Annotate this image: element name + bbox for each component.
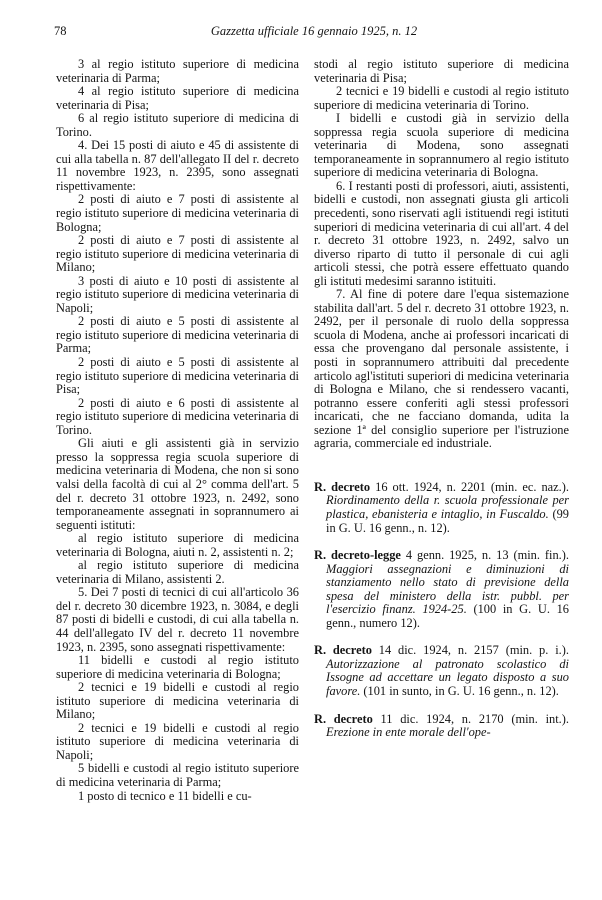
decree-type: R. decreto — [314, 643, 372, 658]
decree-title: Maggiori assegnazioni e diminuzioni di stanziamento nello stato di previsione della spesa del ministero della istr. pubbl. per l'esercizio finanz. 1924-25. — [326, 561, 569, 617]
paragraph: 2 tecnici e 19 bidelli e custodi al regio istituto superiore di medicina veterinaria di Torino. — [314, 84, 569, 112]
decree-entry — [314, 713, 569, 740]
paragraph: stodi al regio istituto superiore di medicina veterinaria di Pisa; — [314, 57, 569, 85]
decree-title: Erezione in ente morale dell'ope- — [326, 725, 491, 740]
decree-title: Autorizzazione al patronato scolastico di Issogne ad accettare un legato disposto a suo favore. — [326, 656, 569, 698]
running-title: Gazzetta ufficiale 16 gennaio 1925, n. 12 — [210, 24, 418, 38]
decree-entry — [314, 549, 569, 630]
paragraph: 2 posti di aiuto e 6 posti di assistente al regio istituto superiore di medicina veterinaria di Torino. — [56, 395, 299, 437]
decree-type: R. decreto-legge — [314, 548, 401, 563]
decree-reference: (100 in G. U. 16 genn., numero 12). — [326, 602, 569, 630]
paragraph: 2 tecnici e 19 bidelli e custodi al regio istituto superiore di medicina veterinaria di Napoli; — [56, 720, 299, 762]
decree-date: 16 ott. 1924, n. 2201 (min. ec. naz.). — [375, 479, 569, 494]
paragraph: 11 bidelli e custodi al regio istituto superiore di medicina veterinaria di Bologna; — [56, 653, 299, 681]
decree-date: 4 genn. 1925, n. 13 (min. fin.). — [405, 548, 569, 563]
decree-type: R. decreto — [314, 711, 373, 726]
right-column — [314, 58, 569, 740]
paragraph: 3 posti di aiuto e 10 posti di assistente al regio istituto superiore di medicina veterinaria di Napoli; — [56, 273, 299, 315]
paragraph: 7. Al fine di potere dare l'equa sistemazione stabilita dall'art. 5 del r. decreto 31 ottobre 1923, n. 2492, per il personale di ruolo della soppressa scuola di Modena, anche ai professori incaricati di essa che provengano dal personale assistente, i posti in soprannumero attribuiti dal precedente articolo agl'istituti superiori di medicina veterinaria di Bologna e Milano, che si rendessero vacanti, potranno essere conferiti agli stessi professori incaricati, che ne facciano domanda, udita la sezione 1ª del consiglio superiore per l'istruzione agraria, commerciale ed industriale. — [314, 287, 569, 451]
decree-date: 14 dic. 1924, n. 2157 (min. p. i.). — [378, 643, 569, 658]
decree-title: Riordinamento della r. scuola professionale per plastica, ebanisteria e intaglio, in Fuscaldo. — [326, 493, 569, 521]
decree-type: R. decreto — [314, 479, 371, 494]
paragraph: 2 posti di aiuto e 5 posti di assistente al regio istituto superiore di medicina veterinaria di Parma; — [56, 314, 299, 356]
left-column — [56, 58, 299, 803]
decree-reference: (101 in sunto, in G. U. 16 genn., n. 12). — [363, 683, 559, 698]
paragraph: 1 posto di tecnico e 11 bidelli e cu- — [78, 788, 252, 803]
paragraph: 4 al regio istituto superiore di medicina veterinaria di Pisa; — [56, 84, 299, 112]
paragraph: Gli aiuti e gli assistenti già in servizio presso la soppressa regia scuola superiore di medicina veterinaria di Modena, che non si sono valsi della facoltà di cui al 2° comma dell'art. 5 del r. decreto 31 ottobre 1923, n. 2492, sono temporaneamente assegnati in soprannumero ai seguenti istituti: — [56, 436, 299, 532]
decree-entry — [314, 644, 569, 698]
page-number: 78 — [54, 24, 67, 38]
paragraph: al regio istituto superiore di medicina veterinaria di Milano, assistenti 2. — [56, 558, 299, 586]
page-header — [54, 24, 574, 42]
paragraph: al regio istituto superiore di medicina veterinaria di Bologna, aiuti n. 2, assistenti n. 2; — [56, 531, 299, 559]
section-gap — [314, 451, 569, 467]
paragraph: 5 bidelli e custodi al regio istituto superiore di medicina veterinaria di Parma; — [56, 761, 299, 789]
paragraph: 5. Dei 7 posti di tecnici di cui all'articolo 36 del r. decreto 30 dicembre 1923, n. 3084, e degli 87 posti di bidelli e custodi, di cui alla tabella n. 44 dell'allegato IV del r. decreto 11 novembre 1923, n. 2395, sono assegnati rispettivamente: — [56, 585, 299, 654]
decree-date: 11 dic. 1924, n. 2170 (min. int.). — [380, 711, 569, 726]
decree-reference: (99 in G. U. 16 genn., n. 12). — [326, 506, 569, 535]
paragraph: 2 tecnici e 19 bidelli e custodi al regio istituto superiore di medicina veterinaria di Milano; — [56, 680, 299, 722]
paragraph: 6 al regio istituto superiore di medicina di Torino. — [56, 111, 299, 139]
paragraph: 2 posti di aiuto e 7 posti di assistente al regio istituto superiore di medicina veterinaria di Milano; — [56, 233, 299, 275]
paragraph: 3 al regio istituto superiore di medicina veterinaria di Parma; — [56, 57, 299, 85]
paragraph: 6. I restanti posti di professori, aiuti, assistenti, bidelli e custodi, non assegnati giusta gli articoli precedenti, sono riservati agli istituendi regi istituti superiori di medicina veterinaria di cui all'art. 4 del r. decreto 31 ottobre 1923, n. 2492, salvo un diverso riparto di tutto il personale di cui agli articoli stessi, che potrà essere effettuato quando gli istituti medesimi saranno istituiti. — [314, 178, 569, 288]
decree-entry — [314, 481, 569, 535]
paragraph: 2 posti di aiuto e 5 posti di assistente al regio istituto superiore di medicina veterinaria di Pisa; — [56, 355, 299, 397]
paragraph: 2 posti di aiuto e 7 posti di assistente al regio istituto superiore di medicina veterinaria di Bologna; — [56, 192, 299, 234]
paragraph: 4. Dei 15 posti di aiuto e 45 di assistente di cui alla tabella n. 87 dell'allegato II del r. decreto 11 novembre 1923, n. 2395, sono assegnati rispettivamente: — [56, 138, 299, 193]
paragraph: I bidelli e custodi già in servizio della soppressa regia scuola superiore di medicina veterinaria di Modena, sono assegnati temporaneamente in soprannumero al regio istituto superiore di medicina veterinaria di Bologna. — [314, 111, 569, 180]
